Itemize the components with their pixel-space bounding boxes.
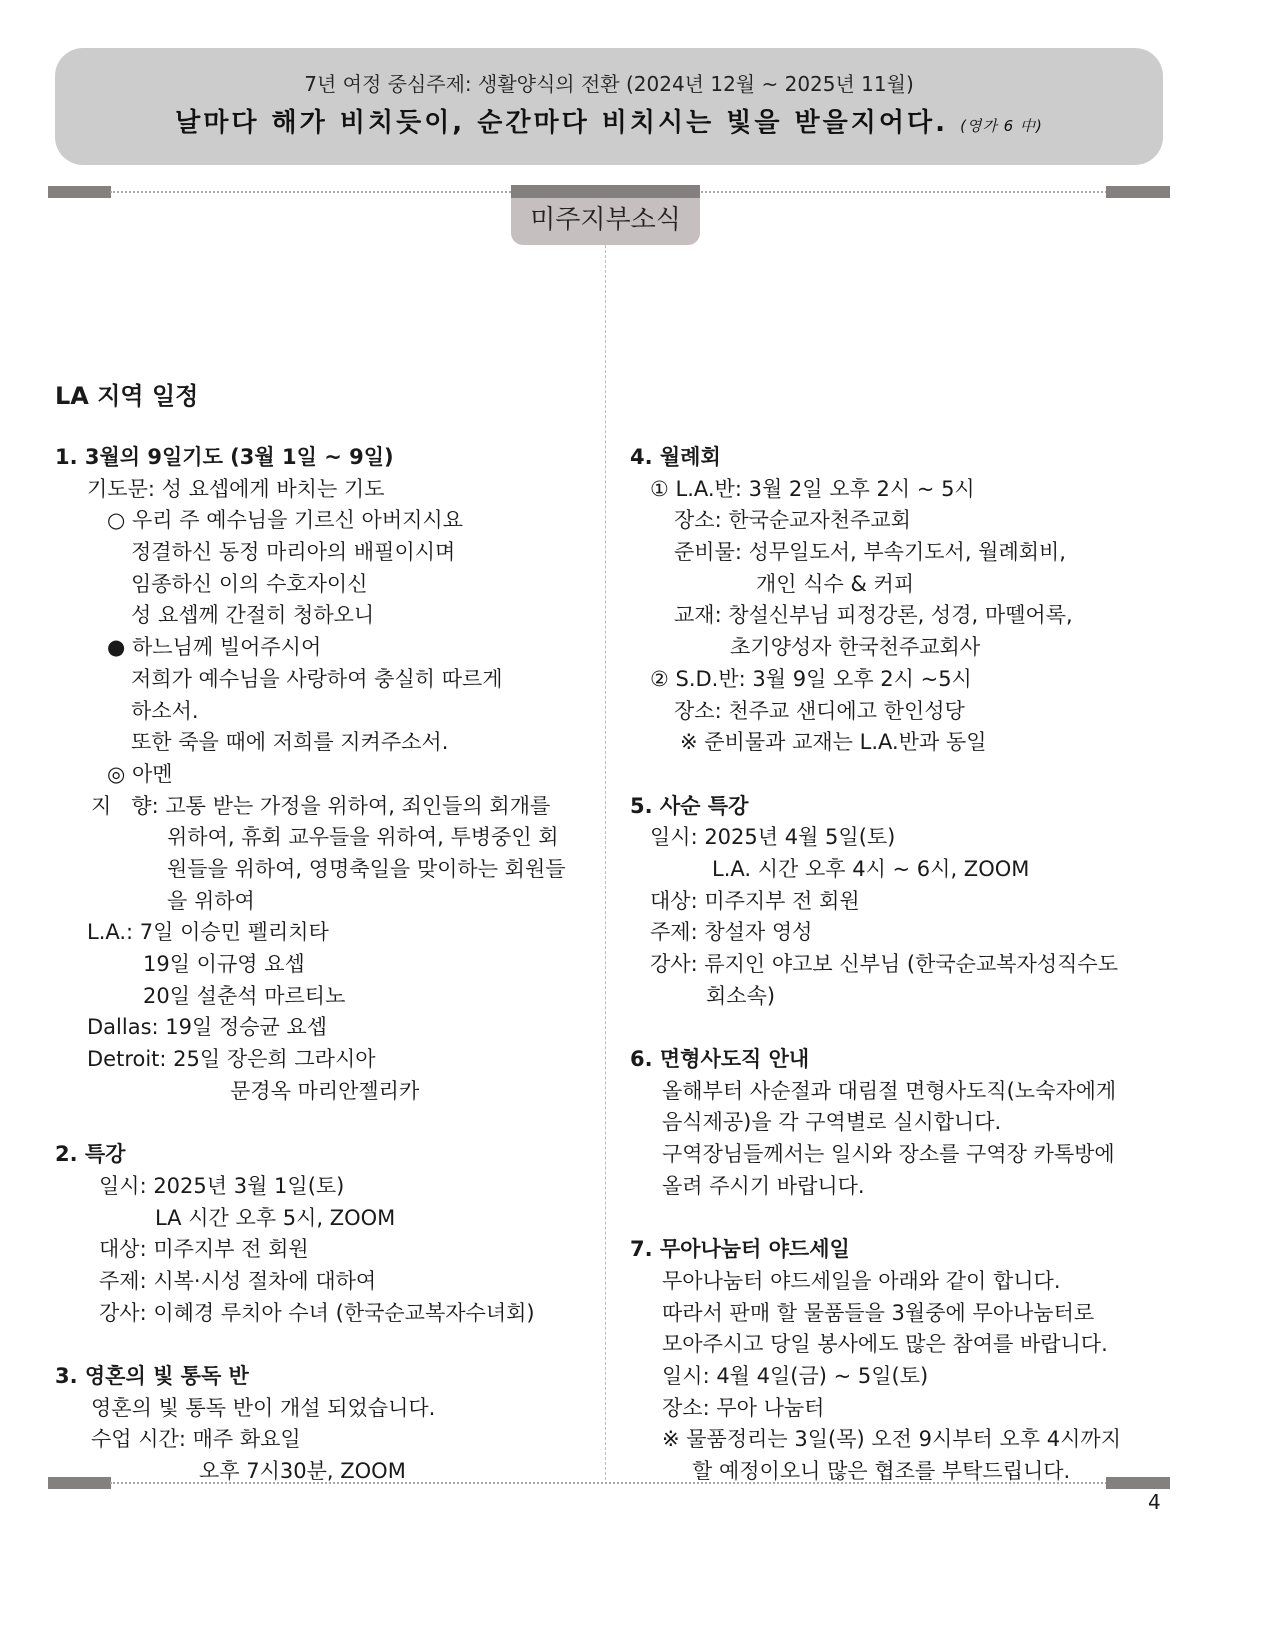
text-line: 대상: 미주지부 전 회원	[99, 1237, 309, 1262]
text-line: 준비물: 성무일도서, 부속기도서, 월례회비,	[674, 540, 1066, 565]
left-column	[55, 442, 566, 1488]
text-line: ○ 우리 주 예수님을 기르신 아버지시요	[107, 508, 463, 533]
text-line: 주제: 시복·시성 절차에 대하여	[99, 1268, 377, 1293]
text-line: 장소: 한국순교자천주교회	[674, 508, 911, 533]
text-line: 장소: 무아 나눔터	[662, 1395, 825, 1420]
text-line: 정결하신 동정 마리아의 배필이시며	[131, 540, 456, 565]
text-line: ※ 준비물과 교재는 L.A.반과 동일	[680, 730, 987, 755]
text-line: 오후 7시30분, ZOOM	[199, 1459, 406, 1483]
text-line: ① L.A.반: 3월 2일 오후 2시 ~ 5시	[650, 476, 975, 501]
page-number: 4	[1148, 1490, 1161, 1514]
text-line: 문경옥 마리안젤리카	[230, 1078, 420, 1103]
region-title: LA 지역 일정	[55, 382, 199, 410]
rule-cap-top-right	[1106, 186, 1170, 198]
text-line: ◎ 아멘	[107, 761, 173, 786]
text-line: 무아나눔터 야드세일을 아래와 같이 합니다.	[662, 1268, 1061, 1293]
text-line: 음식제공)을 각 구역별로 실시합니다.	[662, 1110, 1002, 1135]
text-line: 원들을 위하여, 영명축일을 맞이하는 회원들	[167, 856, 566, 881]
item-heading: 3. 영혼의 빛 통독 반	[55, 1363, 249, 1388]
text-line: L.A. 시간 오후 4시 ~ 6시, ZOOM	[712, 856, 1030, 881]
text-line: Detroit: 25일 장은희 그라시아	[87, 1047, 376, 1072]
blank-line	[630, 1203, 1121, 1235]
text-line: 임종하신 이의 수호자이신	[131, 571, 368, 596]
item-heading: 6. 면형사도직 안내	[630, 1047, 810, 1072]
text-line: LA 시간 오후 5시, ZOOM	[155, 1205, 396, 1230]
text-line: 대상: 미주지부 전 회원	[650, 888, 860, 913]
text-line: 위하여, 휴회 교우들을 위하여, 투병중인 회	[167, 825, 559, 850]
section-tab-label: 미주지부소식	[530, 205, 681, 235]
text-line: 회소속)	[706, 983, 776, 1008]
text-line: L.A.: 7일 이승민 펠리치타	[87, 920, 329, 945]
blank-line	[55, 1329, 566, 1361]
text-line: 저희가 예수님을 사랑하여 충실히 따르게	[131, 666, 503, 691]
text-line: 구역장님들께서는 일시와 장소를 구역장 카톡방에	[662, 1142, 1115, 1167]
text-line: 강사: 이혜경 루치아 수녀 (한국순교복자수녀회)	[99, 1300, 535, 1325]
section-tab-bar	[511, 185, 700, 198]
motto-source: (영가 6 中)	[960, 117, 1043, 135]
text-line: 19일 이규영 요셉	[143, 952, 305, 976]
text-line: 일시: 2025년 4월 5일(토)	[650, 825, 896, 850]
item-heading: 7. 무아나눔터 야드세일	[630, 1237, 850, 1262]
text-line: ※ 물품정리는 3일(목) 오전 9시부터 오후 4시까지	[662, 1427, 1121, 1452]
text-line: 기도문: 성 요셉에게 바치는 기도	[87, 476, 385, 501]
blank-line	[630, 1012, 1121, 1044]
text-line: 을 위하여	[167, 888, 255, 913]
text-line: 강사: 류지인 야고보 신부님 (한국순교복자성직수도	[650, 952, 1118, 976]
text-line: ② S.D.반: 3월 9일 오후 2시 ~5시	[650, 666, 972, 691]
item-heading: 2. 특강	[55, 1142, 126, 1167]
text-line: 일시: 4월 4일(금) ~ 5일(토)	[662, 1363, 929, 1388]
text-line: 초기양성자 한국천주교회사	[730, 635, 981, 660]
section-tab	[511, 185, 700, 245]
blank-line	[55, 1107, 566, 1139]
text-line: Dallas: 19일 정승균 요셉	[87, 1015, 328, 1040]
text-line: 영혼의 빛 통독 반이 개설 되었습니다.	[91, 1395, 436, 1420]
text-line: 할 예정이오니 많은 협조를 부탁드립니다.	[692, 1459, 1071, 1483]
text-line: 지 향: 고통 받는 가정을 위하여, 죄인들의 회개를	[91, 793, 551, 818]
text-line: 20일 설춘석 마르티노	[143, 983, 346, 1008]
motto-text: 날마다 해가 비치듯이, 순간마다 비치시는 빛을 받을지어다.	[175, 108, 949, 138]
bottom-dotted-rule	[110, 1482, 1170, 1484]
item-heading: 4. 월례회	[630, 445, 721, 469]
item-heading: 1. 3월의 9일기도 (3월 1일 ~ 9일)	[55, 445, 394, 469]
rule-cap-top-left	[48, 186, 111, 198]
item-heading: 5. 사순 특강	[630, 793, 749, 818]
text-line: 또한 죽을 때에 저희를 지켜주소서.	[131, 730, 449, 755]
text-line: 모아주시고 당일 봉사에도 많은 참여를 바랍니다.	[662, 1332, 1108, 1357]
text-line: ● 하느님께 빌어주시어	[107, 635, 322, 660]
column-divider	[605, 245, 606, 1480]
annual-theme: 7년 여정 중심주제: 생활양식의 전환 (2024년 12월 ~ 2025년 11월)	[304, 72, 914, 96]
text-line: 올려 주시기 바랍니다.	[662, 1173, 865, 1198]
text-line: 성 요셉께 간절히 청하오니	[131, 603, 375, 628]
motto	[55, 102, 1163, 139]
right-column	[630, 442, 1121, 1488]
text-line: 올해부터 사순절과 대림절 면형사도직(노숙자에게	[662, 1078, 1117, 1103]
text-line: 주제: 창설자 영성	[650, 920, 813, 945]
rule-cap-bottom-right	[1106, 1477, 1170, 1489]
header-banner	[55, 48, 1163, 165]
text-line: 교재: 창설신부님 피정강론, 성경, 마뗄어록,	[674, 603, 1073, 628]
text-line: 하소서.	[131, 698, 199, 723]
text-line: 개인 식수 & 커피	[756, 571, 915, 596]
text-line: 따라서 판매 할 물품들을 3월중에 무아나눔터로	[662, 1300, 1095, 1325]
blank-line	[630, 759, 1121, 791]
text-line: 수업 시간: 매주 화요일	[91, 1427, 301, 1452]
rule-cap-bottom-left	[48, 1477, 111, 1489]
text-line: 일시: 2025년 3월 1일(토)	[99, 1173, 345, 1198]
text-line: 장소: 천주교 샌디에고 한인성당	[674, 698, 965, 723]
